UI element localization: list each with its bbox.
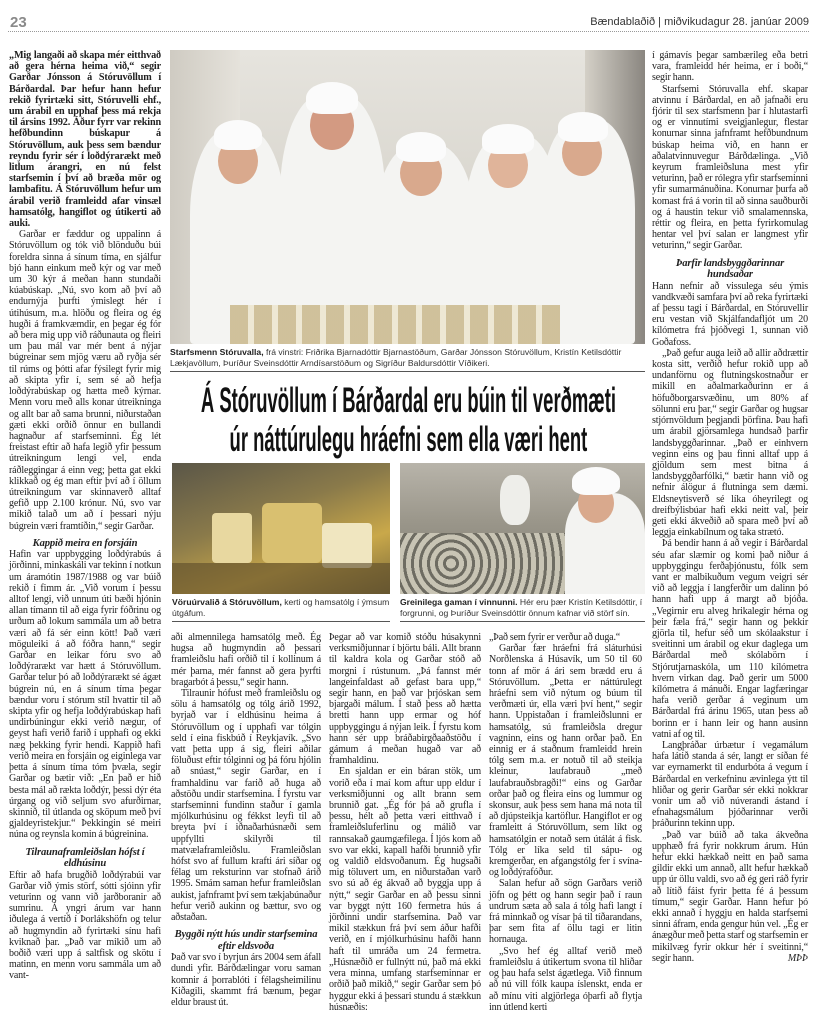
main-photo-caption: [170, 347, 645, 372]
paragraph: Hafin var uppbygging loðdýrabús á jörðinni, minkaskáli var tekinn í notkun um áramótin 1987/1988 og var búið rekið í fimm ár. „Við vorum í þessu alltof lengi, við unnum úti bæði hjónin allan tímann til að eiga fyrir fóðrinu og urðum að lokum sammála um að betra væri að fá sér einn kött! Það væri möguleiki á að fóðra hann,“ segir Garðar en leikar fóru svo að loðdýrarækt var hætt á Stóruvöllum. Garðar telur þó að loðdýrarækt sé ágæt búgrein nú, en á sínum tíma þegar bændur voru í stórum stíl hvattir til að skipta yfir og hefja loðdýrabúskap hafi undirbúningur ekki verið nægur, of geyst hafi verið farið í upphafi og ekki næg þekking fyrir hendi. Kappið hafi verið meira en forsjáin og eiginlega var þetta á sínum tíma tóm þvæla, segir Garðar og bætir við: „En það er hið besta mál að rækta loðdýr, þessi dýr éta úrgang og við seljum svo afurðirnar, skinnið, til útlanda og sköpum með því gjaldeyristekjur.“ Þekkingin sé meiri núna og reynsla komin á búgreinina.: [9, 549, 161, 841]
paragraph: Tilraunir hófust með framleiðslu og sölu á hamsatólg og tólg árið 1992, byrjað var í eldhúsinu heima á Stóruvöllum og í upphafi var tólgin seld í eina fiskbúð í Reykjavík. „Svo vatt þetta upp á sig, fleiri aðilar föluðust eftir tólginni og þá fóru hjólin að snúast,“ segir Garðar, en í framhaldinu var farið að huga að aðstöðu undir starfsemina. Í fyrstu var starfseminni fundinn staður í gamla mjólkurhúsinu og fékkst leyfi til að breyta því í iðnaðarhúsnæði sem uppfyllti skilyrði til matvælaframleiðslu. Framleiðslan hófst svo af fullum krafti ári síðar og félag um reksturinn var stofnað árið 1995. Smám saman hefur framleiðslan aukist, jafnframt því sem tækjabúnaður hefur verið aukinn og bættur, svo og aðstaðan.: [171, 688, 322, 924]
paragraph: En sjaldan er ein báran stök, um vorið eða í maí kom aftur upp eldur í verksmiðjunni og allt brann sem brunnið gat. „Ég fór þá að grufla í þessu, hélt að þetta væri eitthvað í framleiðsluferlinu og málið var rannsakað gaumgæfilega. Í ljós kom að svo var ekki, kapall hafði brunnið yfir og valdið eldsvoðanum. Ég hugsaði mig töluvert um, en niðurstaðan varð svo sú að ég ákvað að byggja upp á nýtt,“ segir Garðar en að þessu sinni var byggt nýtt 160 fermetra hús á jörðinni undir starfsemina. Það var mikil stækkun frá því sem áður hafði verið, en í mjólkurhúsinu hafði hann haft til umráða um 24 fermetra. „Húsnæðið er fullnýtt nú, það má ekki vera minna, umfang starfseminnar er orðið það mikið,“ segir Garðar sem þó hyggur ekki á þessari stundu á stækkun húsnæðis:: [329, 766, 481, 1013]
staff-photo: [170, 50, 645, 344]
products-photo: [172, 463, 390, 594]
masthead: Bændablaðið | miðvikudagur 28. janúar 2009: [590, 16, 809, 28]
article-column-1: [9, 50, 161, 982]
article-column-3: [329, 632, 481, 1013]
paragraph: Salan hefur að sögn Garðars verið jöfn og þétt og hann segir það í raun undrum sæta að sala á tólg hafi langt í frá minnkað og vísar þá til tíðarandans, þar sem fita af öllu tagi er litin hornauga.: [489, 878, 642, 946]
subheading: Kappið meira en forsjáin: [32, 537, 138, 549]
paragraph: Starfsemi Stóruvalla ehf. skapar atvinnu í Bárðardal, en að jafnaði eru fjórir til sex starfsmenn þar í hlutastarfi og er vinnutími sveigjanlegur, flestar konurnar sinna jafnframt hefðbundnum búskap heima við, en hann er aðalatvinnuvegur Bárðdælinga. „Við keyrum framleiðsluna mest yfir veturinn, það er rólegra yfir starfseminni yfir sumarmánuðina. Konurnar þurfa að komast frá á vorin til að sinna sauðburði og á haustin tekur við smalamennska, réttir og fleira, en þetta fyrirkomulag hentar vel því salan er langmest yfir veturinn,“ segir Garðar.: [652, 83, 808, 252]
paragraph-text: „Það var búið að taka ákveðna upphæð frá fyrir nokkrum árum. Hún hefur ekki hækkað neitt en það sama gildir ekki um annað, allt hefur hækkað upp úr öllu valdi, svo að ég geri ráð fyrir að lítið fáist fyrir þetta fé á þessum tímum,“ segir Garðar. Hann hefur þó ekki annað í hyggju en halda starfsemi sinni áfram, enda gengur hún vel. „Ég er ánægður með þetta starf og starfsemin er mikilvæg fyrir okkur hér í sveitinni,“ segir hann.: [652, 829, 808, 964]
paragraph: í gámavís þegar sambærileg eða betri vara, framleidd hér heima, er í boði,“ segir hann.: [652, 50, 808, 84]
author-signature: MÞÞ: [787, 952, 808, 964]
work-photo: [400, 463, 645, 594]
paragraph: Þegar að var komið stóðu húsakynni verksmiðjunnar í björtu báli. Allt brann til kaldra kola og Garðar stóð að morgni í rústunum. „Þá fannst mér langeinfaldast að gefast bara upp,“ segir hann, en það var þrjóskan sem bjargaði málum. Í stað þess að hætta bretti hann upp ermar og hóf uppbyggingu á nýjan leik. Í fyrstu kom hann sér upp bráðabirgðaaðstöðu í gámum á meðan hugað var að framhaldinu.: [329, 632, 481, 767]
caption-text: frá vinstri: Friðrika Bjarnadóttir Bjarnastöðum, Garðar Jónsson Stóruvöllum, Kristín Ketilsdóttir Lækjavöllum, Þuríður Sveinsdóttir Arndísarstöðum og Sigríður Baldursdóttir Víðikeri.: [170, 347, 622, 368]
article-column-4: [489, 632, 642, 1013]
header-rule: [8, 31, 809, 32]
headline-line-2: úr náttúrulegu hráefni sem ella væri hent: [229, 420, 588, 459]
headline-line-1: Á Stóruvöllum í Bárðardal eru búin til verðmæti: [200, 381, 616, 420]
article-headline: [166, 381, 651, 459]
paragraph: Garðar fær hráefni frá sláturhúsi Norðlenska á Húsavík, um 50 til 60 tonn af mör á ári sem brædd eru á Stóruvöllum. „Þetta er náttúrulegt hráefni sem við nýtum og búum til verðmæti úr, ella væri því hent,“ segir hann. Uppistaðan í framleiðslunni er hamsatólg, sú framleiðsla dregur vagninn, eins og hann orðar það. En einnig er á staðnum framleidd hrein tólg sem m.a. er notuð til að steikja kleinur, laufabrauð „með laufabrauðsbragði!“ eins og Garðar orðar það og fleira eins og lummur og skonsur, auk þess sem hana má nota til að djúpsteikja kartöflur. Hangiflot er og framleitt á Stóruvöllum, sem líkt og hamsatólgin er notað sem útálát á fisk. Tólg er líka seld til sápu- og kremgerðar, en afgangstólg fer í svína- og loðdýrafóður.: [489, 643, 642, 879]
caption-text: Hér eru þær Kristín Ketilsdóttir, í forgrunni, og Þuríður Sveinsdóttir önnum kafnar við störf sín.: [400, 597, 643, 618]
lede-paragraph: „Mig langaði að skapa mér eitthvað að gera hérna heima við,“ segir Garðar Jónsson á Stóruvöllum í Bárðardal. Þar hefur hann hefur rekið fyrirtæki sitt, Stóruvelli ehf., um árabil en upphaf þess má rekja til ársins 1992. Áður fyrr var rekinn hefðbundinn búskapur á Stóruvöllum, auk þess sem bændur reyndu fyrir sér í loðdýrarækt með litlum árangri, en nú felst starfsemin í því að bræða mör og lambafitu. Á Stóruvöllum hefur um árabil verið framleidd afar vinsæl hamsatólg, hangiflot og útikerti að auki.: [9, 50, 161, 230]
paragraph: [652, 830, 808, 964]
products-photo-caption: [172, 597, 390, 622]
caption-text: kerti og hamsatólg í ýmsum útgáfum.: [172, 597, 390, 618]
article-column-2: [171, 632, 321, 1008]
paragraph: Langþráðar úrbætur í vegamálum hafa látið standa á sér, langt er síðan fé var eyrnamerkt til endurbóta á vegum í Bárðardal en verkefninu ævinlega ýtt til hliðar og gerir Garðar sér ekki nokkrar vonir um að við núverandi ástand í efnahagsmálum þjóðarinnar verði þráðurinn tekinn upp.: [652, 739, 808, 830]
paragraph: Eftir að hafa brugðið loðdýrabúi var Garðar við ýmis störf, sótti sjóinn yfir veturinn og vann við jarðboranir að sumrinu. Á yngri árum var hann iðulega á vertíð í Þorlákshöfn og telur að hugmyndin að fyrirtæki sínu hafi kviknað þar. „Það var mikið um að boðið væri upp á saltfisk og skötu í matinn, en menn voru sammála um að vant-: [9, 869, 161, 982]
paragraph: Það var svo í byrjun árs 2004 sem áfall dundi yfir. Bárðdælingar voru saman komnir á þorrablóti í félagsheimilinu Kiðagili, skammt frá bænum, þegar eldur braust út.: [171, 952, 321, 1009]
caption-lead: Vöruúrvalið á Stóruvöllum,: [172, 597, 282, 607]
paragraph: „Það sem fyrir er verður að duga.“: [489, 632, 621, 643]
subheading: Tilraunaframleiðslan hófst í eldhúsinu: [25, 846, 145, 870]
article-column-5: [652, 50, 808, 964]
caption-lead: Greinilega gaman í vinnunni.: [400, 597, 518, 607]
subheading: Byggði nýtt hús undir starfsemina eftir eldsvoða: [174, 929, 318, 952]
page-number: 23: [10, 14, 27, 31]
paragraph: Garðar er fæddur og uppalinn á Stóruvöllum og tók við blönduðu búi foreldra sinna á sínum tíma, en sjálfur bjó hann einkum með kýr og var með um 30 kýr á meðan hann stundaði kúabúskap. „Nú, svo kom að því að endurnýja þurfti ýmislegt hér í útihúsum, m.a. hlöðu og fleira og ég hugði á framkvæmdir, en þegar ég fór að bera mig upp við ráðunauta og fleiri um þau mál var mér bent á nýjar búgreinar sem mjög væru að ryðja sér til rúms og þótti afar fýsilegt fyrir mig að skipta yfir í, sem sé að hefja loðdýrabúskap og hætta með kýrnar. Menn voru með alls konar útreikninga og allt bar að sama brunni, niðurstaðan gæti ekki orðið önnur en bullandi hagnaður af starfseminni. Ég lét freistast eftir að hafa legið yfir þessum útreikningum lengi vel, enda ráðleggingar á einn veg; þetta gat ekki klikkað og ég man eftir því að í öllum útreikningum var skinnaverð alltaf gefið upp 2.100 krónur. Nú, svo var mikið talað um að í þessari nýju búgrein væri framtíðin,“ segir Garðar.: [9, 229, 161, 532]
paragraph: Hann nefnir að vissulega séu ýmis vandkvæði samfara því að reka fyrirtæki af þessu tagi í Bárðardal, en Stóruvellir eru vestan við Skjálfandafljót um 20 kílómetra frá þjóðvegi 1, sunnan við Goðafoss.: [652, 280, 808, 348]
paragraph: „Svo hef ég alltaf verið með framleiðslu á útikertum svona til hliðar og þau hafa selst ágætlega. Við finnum að nú vill fólk kaupa íslenskt, enda er að mínu viti algjörlega óþarfi að flytja inn útlend kerti: [489, 945, 642, 1013]
caption-lead: Starfsmenn Stóruvalla,: [170, 347, 264, 357]
work-photo-caption: [400, 597, 645, 622]
paragraph: aði almennilega hamsatólg með. Ég hugsa að hugmyndin að þessari framleiðslu hafi orðið til í kollinum á mér þarna, mér fannst að gera þyrfti bragarbót á þessu,“ segir hann.: [171, 632, 321, 688]
paragraph: Þá bendir hann á að vegir í Bárðardal séu afar slæmir og komi það niður á uppbyggingu ferðaþjónustu, fólk sem vant er malbikuðum vegum veigri sér við að leggja í langferðir um dalinn þó hann hafi upp á margt að bjóða. „Vegirnir eru alveg hrikalegir hérna og þeir fæla frá,“ segir hann og þekkir gjörla til, hefur séð um skólaakstur í sveitinni um árabil og ekur daglega um Bárðardal með skólabörn í Stjórutjarnaskóla, um 110 kílómetra hvern virkan dag. Það gerir um 5000 kílómetra á mánuði. Engar lagfæringar hafa verið gerðar á veginum um Bárðardal frá árinu 1965, utan þess að borinn er í hann leir og hann ausinn vatni af og til.: [652, 538, 808, 740]
subheading: Þarfir landsbyggðarinnar hundsaðar: [675, 257, 785, 281]
paragraph: „Það gefur auga leið að allir aðdrættir kosta sitt, verðið hefur rokið upp að undanförnu og flutningskostnaður er mikill en aðalmarkaðurinn er á höfuðborgarsvæðinu, um 80% af sölunni eru þar,“ segir Garðar og hugsar stjórnvöldum þegjandi þörfina. Þau hafi um árabil gjörsamlega hundsað þarfir landsbyggðarinnar. „Það er einhvern veginn eins og þau finni alltaf upp á gjöldum sem mest bitna á landsbyggðarfólki,“ bætir hann við og nefnir álögur á flutninga sem dæmi. Eldsneytisverð sé líka óheyrilegt og dreifbýlisbúar hafi ekki neitt val, þeir geti ekki ákveðið að spara með því að leggja einkabílnum og taka strætó.: [652, 347, 808, 539]
